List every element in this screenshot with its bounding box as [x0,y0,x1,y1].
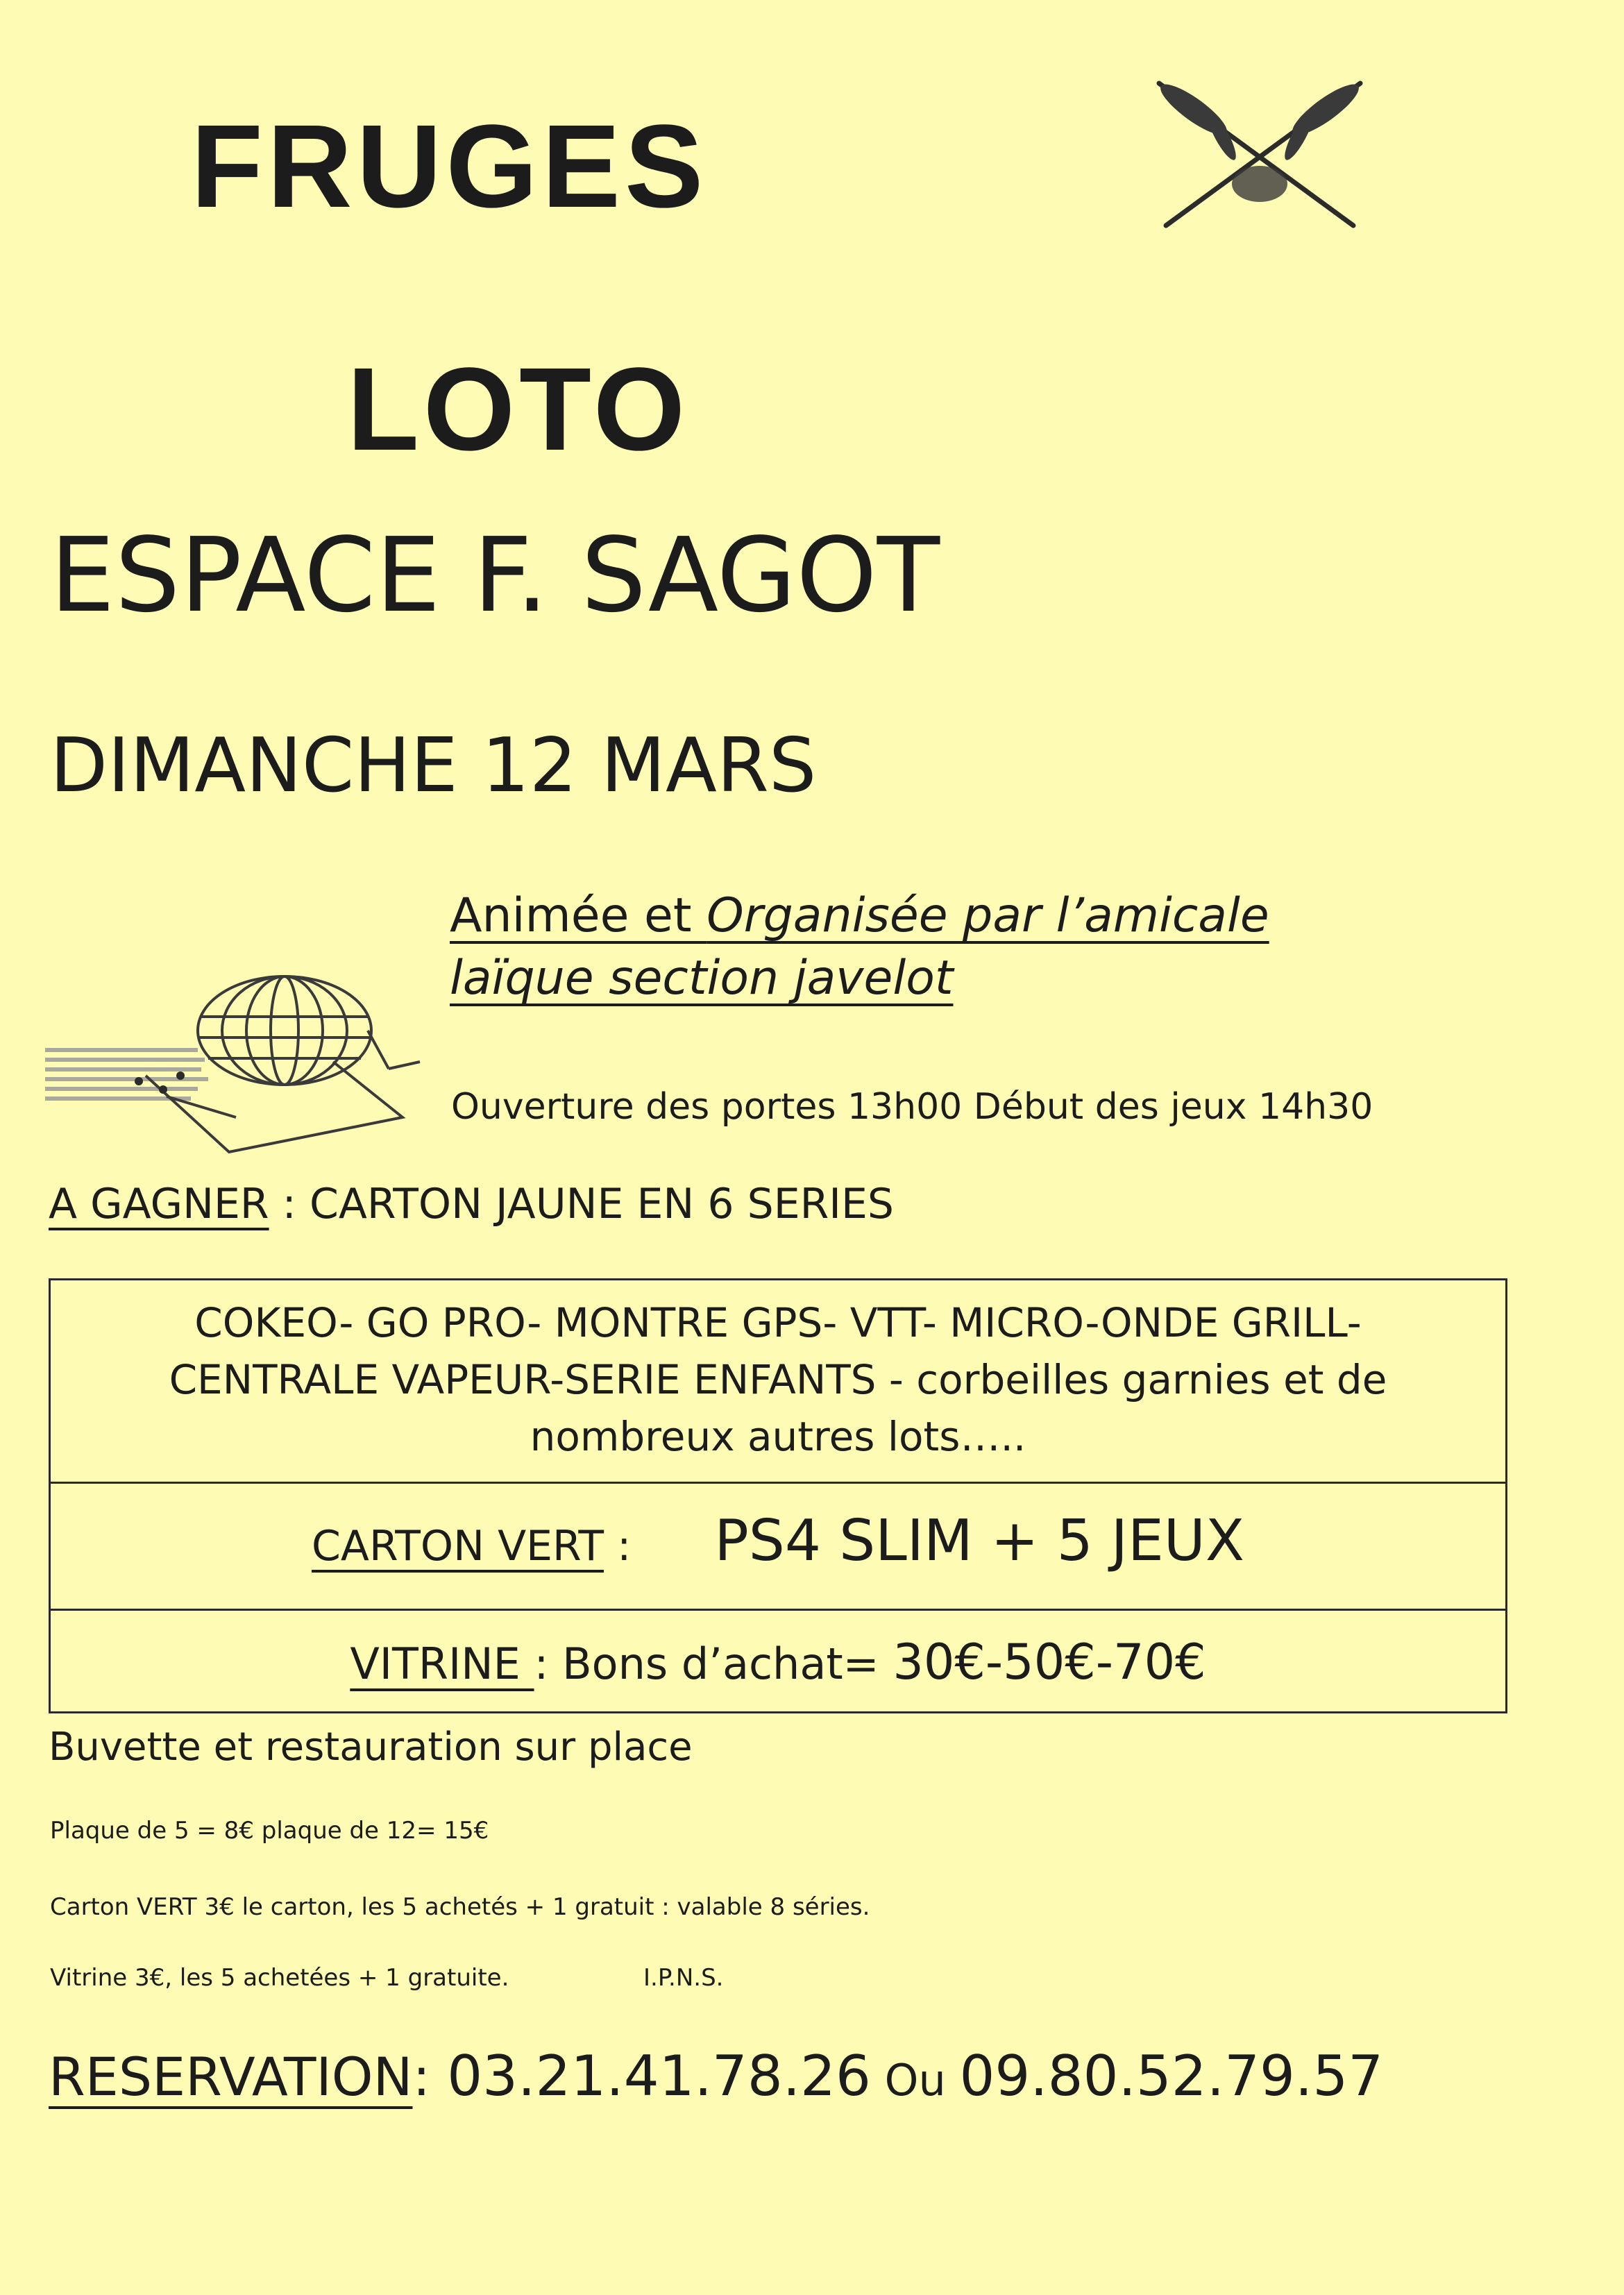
green-card-label: CARTON VERT [312,1522,604,1570]
prize-table [49,1278,1507,1713]
green-card-row [51,1482,1505,1611]
opening-hours: Ouverture des portes 13h00 Début des jeux 14h30 [451,1086,1373,1128]
refreshments-note: Buvette et restauration sur place [49,1725,693,1770]
organizer-part2: Organisée par l’amicale [707,888,1269,943]
vitrine-label: VITRINE [350,1638,534,1689]
price-vitrine: Vitrine 3€, les 5 achetées + 1 gratuite. [50,1964,509,1992]
organizer-text [450,885,1269,1010]
phone-number-2[interactable]: 09.80.52.79.57 [959,2044,1384,2108]
reservation-or: Ou [870,2055,960,2106]
venue-name: ESPACE F. SAGOT [50,516,940,635]
win-text: CARTON JAUNE EN 6 SERIES [309,1180,894,1228]
vitrine-sep: : Bons d’achat= [534,1638,893,1689]
price-carton-vert: Carton VERT 3€ le carton, les 5 achetés + 1 gratuit : valable 8 séries. [50,1893,870,1921]
reservation-label: RESERVATION [49,2046,413,2108]
organizer-line2: laïque section javelot [450,951,954,1006]
organizer-part1: Animée et [450,888,707,943]
city-title: FRUGES [191,101,708,232]
yellow-card-prizes: COKEO- GO PRO- MONTRE GPS- VTT- MICRO-ONDE GRILL- CENTRALE VAPEUR-SERIE ENFANTS - corbeilles garnies et de nombreux autres lots….. [169,1299,1387,1460]
vitrine-row [51,1609,1505,1713]
win-label: A GAGNER [49,1180,269,1228]
yellow-card-prizes-row [51,1280,1505,1484]
win-sep: : [269,1180,310,1228]
green-card-sep: : [604,1522,632,1570]
green-card-prize: PS4 SLIM + 5 JEUX [714,1508,1244,1574]
event-title: LOTO [347,344,690,475]
event-date: DIMANCHE 12 MARS [50,722,817,809]
vitrine-amounts: 30€-50€-70€ [893,1634,1206,1691]
lottery-drum-icon [42,958,430,1159]
ipns-mention: I.P.N.S. [643,1964,724,1992]
reservation-sep: : [412,2046,448,2108]
win-line [49,1180,894,1228]
reservation-line [49,2044,1383,2108]
phone-number-1[interactable]: 03.21.41.78.26 [447,2044,871,2108]
crossed-javelins-icon [1145,69,1374,236]
price-plaque: Plaque de 5 = 8€ plaque de 12= 15€ [50,1817,489,1845]
